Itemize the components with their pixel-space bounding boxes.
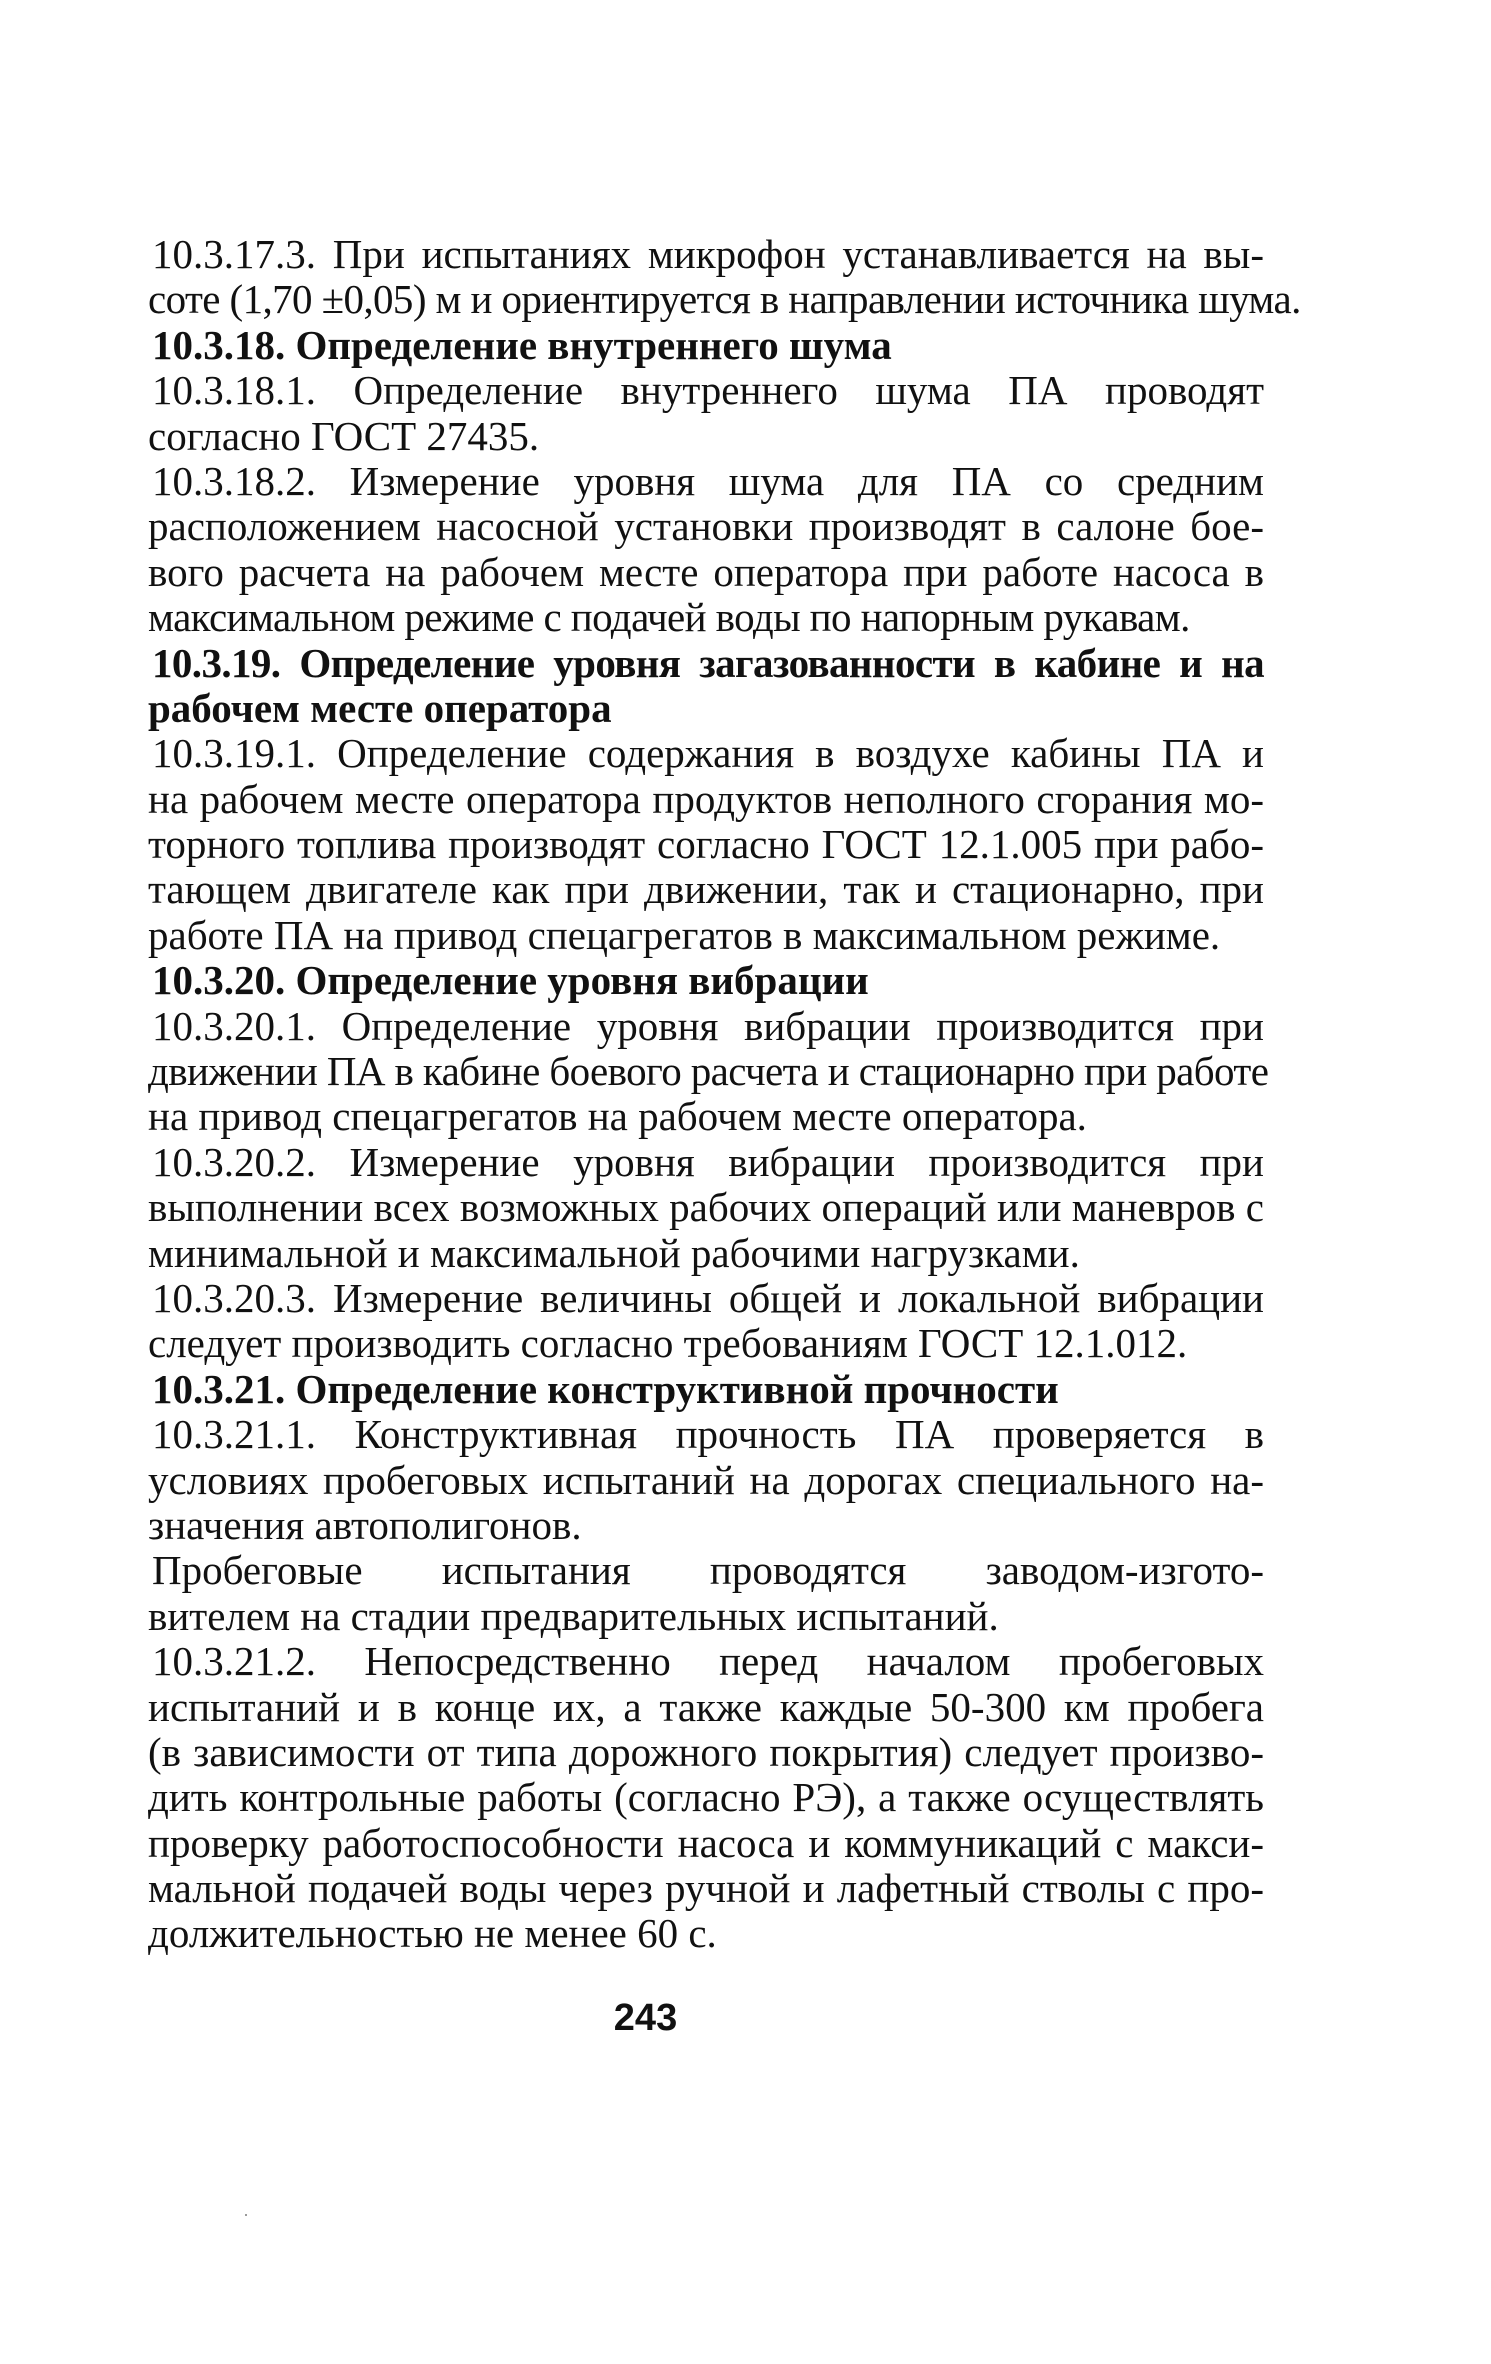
- text-line: проверку работоспособности насоса и коммуникаций с макси-: [148, 1819, 1264, 1866]
- text-line: следует производить согласно требованиям ГОСТ 12.1.012.: [148, 1320, 1188, 1367]
- text-line: дить контрольные работы (согласно РЭ), а также осуществлять: [148, 1774, 1264, 1821]
- text-line: 10.3.19.1. Определение содержания в воздухе кабины ПА и: [152, 730, 1264, 777]
- text-line: 10.3.20.2. Измерение уровня вибрации производится при: [152, 1138, 1264, 1185]
- section-heading: 10.3.18. Определение внутреннего шума: [152, 321, 892, 368]
- text-line: 10.3.21.1. Конструктивная прочность ПА проверяется в: [152, 1411, 1264, 1458]
- text-line: движении ПА в кабине боевого расчета и стационарно при работе: [148, 1048, 1269, 1095]
- paragraph-10-3-20-3: [148, 1276, 1264, 1367]
- paragraph-probeg-ispytaniya: [148, 1548, 1264, 1639]
- text-line: согласно ГОСТ 27435.: [148, 412, 540, 459]
- text-line: 10.3.17.3. При испытаниях микрофон устанавливается на вы-: [152, 231, 1264, 277]
- text-line: должительностью не менее 60 с.: [148, 1910, 717, 1957]
- scan-speck: [245, 2214, 247, 2216]
- text-line: выполнении всех возможных рабочих операций или маневров с: [148, 1184, 1264, 1231]
- text-line: 10.3.20.3. Измерение величины общей и локальной вибрации: [152, 1274, 1264, 1321]
- paragraph-10-3-20-1: [148, 1002, 1269, 1140]
- text-line: минимальной и максимальной рабочими нагрузками.: [148, 1229, 1080, 1276]
- page-number: 243: [613, 1997, 678, 2039]
- section-heading: рабочем месте оператора: [148, 684, 612, 731]
- text-line: на рабочем месте оператора продуктов неполного сгорания мо-: [148, 775, 1264, 822]
- section-heading: 10.3.19. Определение уровня загазованности в кабине и на: [152, 639, 1264, 686]
- text-line: 10.3.18.2. Измерение уровня шума для ПА со средним: [152, 457, 1264, 504]
- paragraph-10-3-21-1: [148, 1412, 1264, 1548]
- paragraph-10-3-19-1: [148, 731, 1264, 958]
- text-line: вого расчета на рабочем месте оператора при работе насоса в: [148, 548, 1264, 595]
- paragraph-10-3-21-2: [148, 1639, 1264, 1957]
- page-body: [148, 231, 1301, 1957]
- text-line: испытаний и в конце их, а также каждые 50-300 км пробега: [148, 1683, 1264, 1730]
- text-line: условиях пробеговых испытаний на дорогах специального на-: [148, 1456, 1264, 1503]
- paragraph-10-3-18-2: [148, 459, 1264, 641]
- text-line: вителем на стадии предварительных испытаний.: [148, 1592, 999, 1639]
- section-heading: 10.3.21. Определение конструктивной прочности: [152, 1365, 1059, 1412]
- text-line: 10.3.18.1. Определение внутреннего шума ПА проводят: [152, 367, 1264, 414]
- text-line: значения автополигонов.: [148, 1501, 582, 1548]
- text-line: на привод спецагрегатов на рабочем месте оператора.: [148, 1093, 1087, 1140]
- section-heading-10-3-20: [148, 958, 1264, 1003]
- section-heading-10-3-19: [148, 641, 1264, 732]
- paragraph-10-3-17-3: [148, 231, 1301, 323]
- text-line: (в зависимости от типа дорожного покрытия) следует произво-: [148, 1728, 1264, 1775]
- section-heading-10-3-18: [148, 323, 1264, 368]
- text-line: Пробеговые испытания проводятся заводом-изгото-: [152, 1547, 1264, 1594]
- text-line: соте (1,70 ±0,05) м и ориентируется в направлении источника шума.: [148, 276, 1301, 323]
- paragraph-10-3-18-1: [148, 368, 1264, 459]
- section-heading-10-3-21: [148, 1367, 1264, 1412]
- paragraph-10-3-20-2: [148, 1140, 1264, 1276]
- text-line: мальной подачей воды через ручной и лафетный стволы с про-: [148, 1865, 1264, 1912]
- text-line: тающем двигателе как при движении, так и стационарно, при: [148, 866, 1264, 913]
- text-line: расположением насосной установки производят в салоне бое-: [148, 503, 1264, 550]
- text-line: торного топлива производят согласно ГОСТ 12.1.005 при рабо-: [148, 821, 1264, 868]
- text-line: 10.3.21.2. Непосредственно перед началом пробеговых: [152, 1638, 1264, 1685]
- text-line: 10.3.20.1. Определение уровня вибрации производится при: [152, 1002, 1264, 1049]
- text-line: максимальном режиме с подачей воды по напорным рукавам.: [148, 594, 1190, 641]
- text-line: работе ПА на привод спецагрегатов в максимальном режиме.: [148, 911, 1221, 958]
- section-heading: 10.3.20. Определение уровня вибрации: [152, 957, 869, 1004]
